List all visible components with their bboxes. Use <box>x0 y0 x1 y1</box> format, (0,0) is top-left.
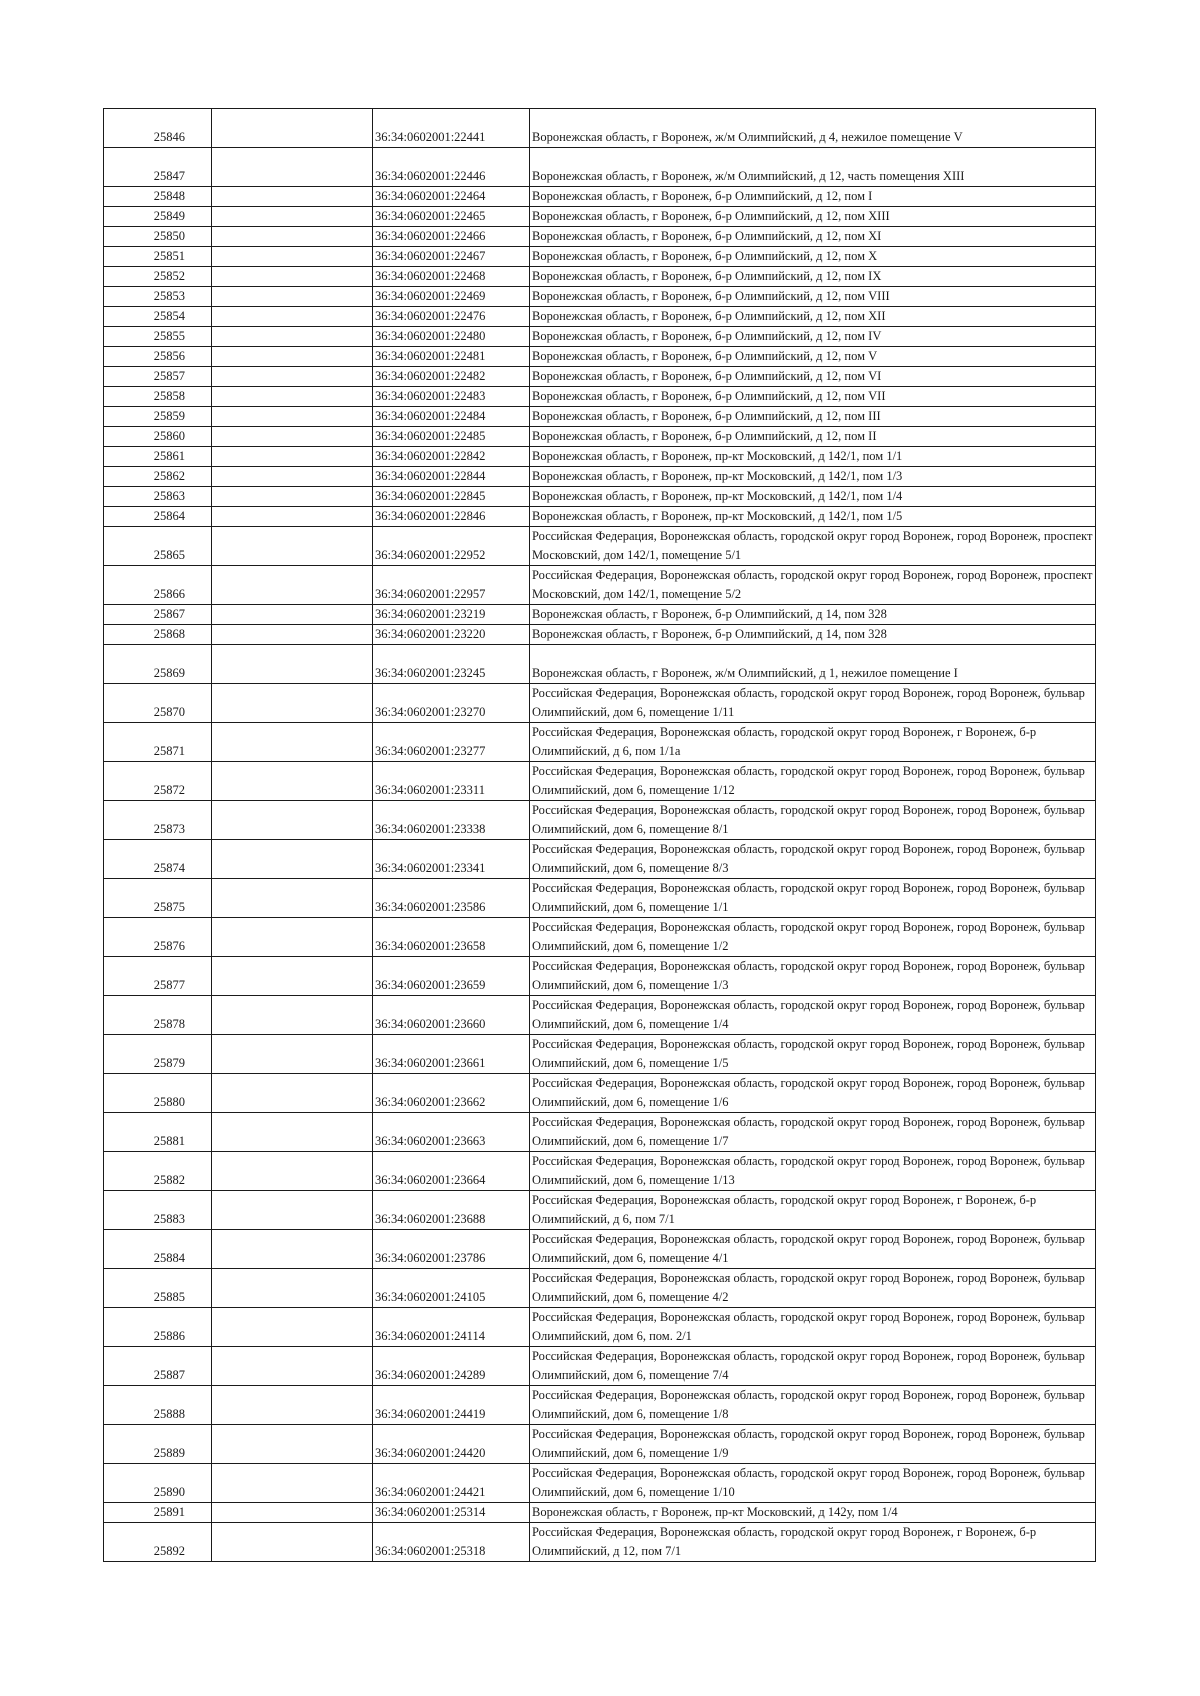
row-number-cell: 25890 <box>104 1464 212 1503</box>
address-cell: Российская Федерация, Воронежская область, городской округ город Воронеж, город Воронеж, бульвар Олимпийский, дом 6, помещение 1/2 <box>530 918 1096 957</box>
empty-cell <box>212 207 373 227</box>
row-number-cell: 25880 <box>104 1074 212 1113</box>
address-cell: Российская Федерация, Воронежская область, городской округ город Воронеж, г Воронеж, б-р Олимпийский, д 12, пом 7/1 <box>530 1523 1096 1562</box>
row-number-cell: 25877 <box>104 957 212 996</box>
cadastral-number-cell: 36:34:0602001:23660 <box>373 996 530 1035</box>
table-row <box>104 427 1096 447</box>
address-cell: Российская Федерация, Воронежская область, городской округ город Воронеж, город Воронеж, проспект Московский, дом 142/1, помещение 5/2 <box>530 566 1096 605</box>
cadastral-number-cell: 36:34:0602001:22481 <box>373 347 530 367</box>
row-number-cell: 25870 <box>104 684 212 723</box>
table-row <box>104 1035 1096 1074</box>
address-cell: Российская Федерация, Воронежская область, городской округ город Воронеж, город Воронеж, бульвар Олимпийский, дом 6, помещение 4/1 <box>530 1230 1096 1269</box>
table-row <box>104 1347 1096 1386</box>
table-row <box>104 1113 1096 1152</box>
empty-cell <box>212 1152 373 1191</box>
empty-cell <box>212 247 373 267</box>
cadastral-number-cell: 36:34:0602001:22952 <box>373 527 530 566</box>
address-cell: Российская Федерация, Воронежская область, городской округ город Воронеж, город Воронеж, бульвар Олимпийский, дом 6, помещение 1/7 <box>530 1113 1096 1152</box>
table-row <box>104 645 1096 684</box>
cadastral-number-cell: 36:34:0602001:24419 <box>373 1386 530 1425</box>
address-cell: Воронежская область, г Воронеж, б-р Олимпийский, д 12, пом VI <box>530 367 1096 387</box>
address-cell: Воронежская область, г Воронеж, пр-кт Московский, д 142/1, пом 1/1 <box>530 447 1096 467</box>
register-table-body <box>104 109 1096 1562</box>
row-number-cell: 25867 <box>104 605 212 625</box>
cadastral-number-cell: 36:34:0602001:22469 <box>373 287 530 307</box>
cadastral-number-cell: 36:34:0602001:22485 <box>373 427 530 447</box>
table-row <box>104 447 1096 467</box>
cadastral-number-cell: 36:34:0602001:25314 <box>373 1503 530 1523</box>
address-cell: Воронежская область, г Воронеж, пр-кт Московский, д 142/1, пом 1/4 <box>530 487 1096 507</box>
empty-cell <box>212 1113 373 1152</box>
empty-cell <box>212 307 373 327</box>
row-number-cell: 25862 <box>104 467 212 487</box>
table-row <box>104 527 1096 566</box>
cadastral-number-cell: 36:34:0602001:23311 <box>373 762 530 801</box>
table-row <box>104 625 1096 645</box>
table-row <box>104 957 1096 996</box>
table-row <box>104 840 1096 879</box>
row-number-cell: 25851 <box>104 247 212 267</box>
cadastral-number-cell: 36:34:0602001:22484 <box>373 407 530 427</box>
table-row <box>104 1191 1096 1230</box>
address-cell: Российская Федерация, Воронежская область, городской округ город Воронеж, город Воронеж, бульвар Олимпийский, дом 6, помещение 1/8 <box>530 1386 1096 1425</box>
cadastral-number-cell: 36:34:0602001:24420 <box>373 1425 530 1464</box>
table-row <box>104 247 1096 267</box>
cadastral-number-cell: 36:34:0602001:23245 <box>373 645 530 684</box>
table-row <box>104 684 1096 723</box>
cadastral-number-cell: 36:34:0602001:23341 <box>373 840 530 879</box>
cadastral-number-cell: 36:34:0602001:22842 <box>373 447 530 467</box>
row-number-cell: 25876 <box>104 918 212 957</box>
cadastral-number-cell: 36:34:0602001:23270 <box>373 684 530 723</box>
table-row <box>104 387 1096 407</box>
cadastral-number-cell: 36:34:0602001:22844 <box>373 467 530 487</box>
table-row <box>104 327 1096 347</box>
empty-cell <box>212 879 373 918</box>
address-cell: Воронежская область, г Воронеж, ж/м Олимпийский, д 4, нежилое помещение V <box>530 109 1096 148</box>
row-number-cell: 25857 <box>104 367 212 387</box>
cadastral-number-cell: 36:34:0602001:22957 <box>373 566 530 605</box>
cadastral-number-cell: 36:34:0602001:23220 <box>373 625 530 645</box>
table-row <box>104 307 1096 327</box>
cadastral-number-cell: 36:34:0602001:22476 <box>373 307 530 327</box>
row-number-cell: 25861 <box>104 447 212 467</box>
empty-cell <box>212 1464 373 1503</box>
cadastral-number-cell: 36:34:0602001:22468 <box>373 267 530 287</box>
table-row <box>104 879 1096 918</box>
address-cell: Воронежская область, г Воронеж, б-р Олимпийский, д 12, пом IV <box>530 327 1096 347</box>
empty-cell <box>212 1386 373 1425</box>
address-cell: Российская Федерация, Воронежская область, городской округ город Воронеж, город Воронеж, бульвар Олимпийский, дом 6, помещение 1/12 <box>530 762 1096 801</box>
address-cell: Российская Федерация, Воронежская область, городской округ город Воронеж, город Воронеж, бульвар Олимпийский, дом 6, помещение 1/13 <box>530 1152 1096 1191</box>
empty-cell <box>212 1347 373 1386</box>
row-number-cell: 25847 <box>104 148 212 187</box>
cadastral-number-cell: 36:34:0602001:23661 <box>373 1035 530 1074</box>
address-cell: Российская Федерация, Воронежская область, городской округ город Воронеж, город Воронеж, бульвар Олимпийский, дом 6, помещение 1/3 <box>530 957 1096 996</box>
address-cell: Российская Федерация, Воронежская область, городской округ город Воронеж, город Воронеж, бульвар Олимпийский, дом 6, помещение 8/3 <box>530 840 1096 879</box>
address-cell: Российская Федерация, Воронежская область, городской округ город Воронеж, город Воронеж, бульвар Олимпийский, дом 6, помещение 1/4 <box>530 996 1096 1035</box>
address-cell: Российская Федерация, Воронежская область, городской округ город Воронеж, город Воронеж, бульвар Олимпийский, дом 6, помещение 1/1 <box>530 879 1096 918</box>
cadastral-number-cell: 36:34:0602001:22482 <box>373 367 530 387</box>
empty-cell <box>212 1074 373 1113</box>
address-cell: Воронежская область, г Воронеж, б-р Олимпийский, д 14, пом 328 <box>530 625 1096 645</box>
empty-cell <box>212 407 373 427</box>
table-row <box>104 207 1096 227</box>
empty-cell <box>212 1503 373 1523</box>
row-number-cell: 25865 <box>104 527 212 566</box>
empty-cell <box>212 840 373 879</box>
row-number-cell: 25873 <box>104 801 212 840</box>
address-cell: Воронежская область, г Воронеж, б-р Олимпийский, д 12, пом XII <box>530 307 1096 327</box>
row-number-cell: 25868 <box>104 625 212 645</box>
table-row <box>104 996 1096 1035</box>
cadastral-number-cell: 36:34:0602001:22441 <box>373 109 530 148</box>
row-number-cell: 25874 <box>104 840 212 879</box>
row-number-cell: 25853 <box>104 287 212 307</box>
cadastral-number-cell: 36:34:0602001:22483 <box>373 387 530 407</box>
cadastral-number-cell: 36:34:0602001:24114 <box>373 1308 530 1347</box>
cadastral-number-cell: 36:34:0602001:23658 <box>373 918 530 957</box>
empty-cell <box>212 996 373 1035</box>
table-row <box>104 1230 1096 1269</box>
address-cell: Воронежская область, г Воронеж, б-р Олимпийский, д 12, пом VIII <box>530 287 1096 307</box>
empty-cell <box>212 684 373 723</box>
row-number-cell: 25854 <box>104 307 212 327</box>
row-number-cell: 25866 <box>104 566 212 605</box>
cadastral-number-cell: 36:34:0602001:22446 <box>373 148 530 187</box>
empty-cell <box>212 1035 373 1074</box>
row-number-cell: 25856 <box>104 347 212 367</box>
empty-cell <box>212 227 373 247</box>
cadastral-number-cell: 36:34:0602001:23277 <box>373 723 530 762</box>
row-number-cell: 25864 <box>104 507 212 527</box>
row-number-cell: 25888 <box>104 1386 212 1425</box>
address-cell: Российская Федерация, Воронежская область, городской округ город Воронеж, город Воронеж, бульвар Олимпийский, дом 6, помещение 1/9 <box>530 1425 1096 1464</box>
empty-cell <box>212 1269 373 1308</box>
empty-cell <box>212 287 373 307</box>
address-cell: Российская Федерация, Воронежская область, городской округ город Воронеж, город Воронеж, бульвар Олимпийский, дом 6, пом. 2/1 <box>530 1308 1096 1347</box>
cadastral-number-cell: 36:34:0602001:24421 <box>373 1464 530 1503</box>
row-number-cell: 25846 <box>104 109 212 148</box>
cadastral-number-cell: 36:34:0602001:22464 <box>373 187 530 207</box>
table-row <box>104 566 1096 605</box>
row-number-cell: 25882 <box>104 1152 212 1191</box>
address-cell: Российская Федерация, Воронежская область, городской округ город Воронеж, г Воронеж, б-р Олимпийский, д 6, пом 1/1а <box>530 723 1096 762</box>
address-cell: Воронежская область, г Воронеж, ж/м Олимпийский, д 1, нежилое помещение I <box>530 645 1096 684</box>
table-row <box>104 507 1096 527</box>
cadastral-number-cell: 36:34:0602001:24105 <box>373 1269 530 1308</box>
table-row <box>104 1523 1096 1562</box>
empty-cell <box>212 527 373 566</box>
address-cell: Российская Федерация, Воронежская область, городской округ город Воронеж, г Воронеж, б-р Олимпийский, д 6, пом 7/1 <box>530 1191 1096 1230</box>
row-number-cell: 25881 <box>104 1113 212 1152</box>
empty-cell <box>212 605 373 625</box>
cadastral-number-cell: 36:34:0602001:23663 <box>373 1113 530 1152</box>
cadastral-number-cell: 36:34:0602001:22845 <box>373 487 530 507</box>
table-row <box>104 1503 1096 1523</box>
empty-cell <box>212 187 373 207</box>
address-cell: Воронежская область, г Воронеж, пр-кт Московский, д 142/1, пом 1/5 <box>530 507 1096 527</box>
address-cell: Воронежская область, г Воронеж, б-р Олимпийский, д 12, пом I <box>530 187 1096 207</box>
cadastral-number-cell: 36:34:0602001:23662 <box>373 1074 530 1113</box>
empty-cell <box>212 467 373 487</box>
table-row <box>104 187 1096 207</box>
cadastral-number-cell: 36:34:0602001:25318 <box>373 1523 530 1562</box>
row-number-cell: 25850 <box>104 227 212 247</box>
address-cell: Воронежская область, г Воронеж, б-р Олимпийский, д 12, пом X <box>530 247 1096 267</box>
empty-cell <box>212 918 373 957</box>
table-row <box>104 347 1096 367</box>
row-number-cell: 25891 <box>104 1503 212 1523</box>
cadastral-number-cell: 36:34:0602001:23338 <box>373 801 530 840</box>
row-number-cell: 25872 <box>104 762 212 801</box>
table-row <box>104 267 1096 287</box>
empty-cell <box>212 148 373 187</box>
cadastral-number-cell: 36:34:0602001:22467 <box>373 247 530 267</box>
address-cell: Российская Федерация, Воронежская область, городской округ город Воронеж, город Воронеж, бульвар Олимпийский, дом 6, помещение 1/10 <box>530 1464 1096 1503</box>
row-number-cell: 25887 <box>104 1347 212 1386</box>
empty-cell <box>212 625 373 645</box>
empty-cell <box>212 566 373 605</box>
table-row <box>104 1386 1096 1425</box>
row-number-cell: 25875 <box>104 879 212 918</box>
address-cell: Российская Федерация, Воронежская область, городской округ город Воронеж, город Воронеж, бульвар Олимпийский, дом 6, помещение 8/1 <box>530 801 1096 840</box>
empty-cell <box>212 327 373 347</box>
address-cell: Воронежская область, г Воронеж, б-р Олимпийский, д 12, пом III <box>530 407 1096 427</box>
row-number-cell: 25892 <box>104 1523 212 1562</box>
cadastral-number-cell: 36:34:0602001:23586 <box>373 879 530 918</box>
address-cell: Воронежская область, г Воронеж, ж/м Олимпийский, д 12, часть помещения XIII <box>530 148 1096 187</box>
empty-cell <box>212 1523 373 1562</box>
cadastral-number-cell: 36:34:0602001:23659 <box>373 957 530 996</box>
cadastral-number-cell: 36:34:0602001:23688 <box>373 1191 530 1230</box>
table-row <box>104 487 1096 507</box>
table-row <box>104 1308 1096 1347</box>
empty-cell <box>212 801 373 840</box>
row-number-cell: 25884 <box>104 1230 212 1269</box>
row-number-cell: 25886 <box>104 1308 212 1347</box>
table-row <box>104 227 1096 247</box>
empty-cell <box>212 447 373 467</box>
row-number-cell: 25869 <box>104 645 212 684</box>
table-row <box>104 801 1096 840</box>
table-row <box>104 723 1096 762</box>
empty-cell <box>212 723 373 762</box>
cadastral-number-cell: 36:34:0602001:23664 <box>373 1152 530 1191</box>
empty-cell <box>212 1191 373 1230</box>
table-row <box>104 407 1096 427</box>
table-row <box>104 1074 1096 1113</box>
table-row <box>104 918 1096 957</box>
row-number-cell: 25878 <box>104 996 212 1035</box>
row-number-cell: 25848 <box>104 187 212 207</box>
row-number-cell: 25883 <box>104 1191 212 1230</box>
empty-cell <box>212 762 373 801</box>
row-number-cell: 25852 <box>104 267 212 287</box>
row-number-cell: 25871 <box>104 723 212 762</box>
table-row <box>104 605 1096 625</box>
empty-cell <box>212 367 373 387</box>
address-cell: Российская Федерация, Воронежская область, городской округ город Воронеж, город Воронеж, бульвар Олимпийский, дом 6, помещение 1/11 <box>530 684 1096 723</box>
empty-cell <box>212 1308 373 1347</box>
row-number-cell: 25863 <box>104 487 212 507</box>
row-number-cell: 25860 <box>104 427 212 447</box>
cadastral-number-cell: 36:34:0602001:22480 <box>373 327 530 347</box>
address-cell: Воронежская область, г Воронеж, б-р Олимпийский, д 12, пом V <box>530 347 1096 367</box>
address-cell: Воронежская область, г Воронеж, пр-кт Московский, д 142у, пом 1/4 <box>530 1503 1096 1523</box>
table-row <box>104 1152 1096 1191</box>
cadastral-number-cell: 36:34:0602001:23219 <box>373 605 530 625</box>
row-number-cell: 25858 <box>104 387 212 407</box>
row-number-cell: 25885 <box>104 1269 212 1308</box>
cadastral-number-cell: 36:34:0602001:22466 <box>373 227 530 247</box>
empty-cell <box>212 267 373 287</box>
table-row <box>104 1425 1096 1464</box>
table-row <box>104 287 1096 307</box>
row-number-cell: 25855 <box>104 327 212 347</box>
table-row <box>104 367 1096 387</box>
empty-cell <box>212 387 373 407</box>
empty-cell <box>212 507 373 527</box>
empty-cell <box>212 645 373 684</box>
address-cell: Воронежская область, г Воронеж, б-р Олимпийский, д 12, пом IX <box>530 267 1096 287</box>
table-row <box>104 1269 1096 1308</box>
empty-cell <box>212 957 373 996</box>
address-cell: Воронежская область, г Воронеж, б-р Олимпийский, д 12, пом XIII <box>530 207 1096 227</box>
cadastral-register-table <box>103 108 1096 1562</box>
cadastral-number-cell: 36:34:0602001:24289 <box>373 1347 530 1386</box>
cadastral-number-cell: 36:34:0602001:23786 <box>373 1230 530 1269</box>
table-row <box>104 1464 1096 1503</box>
address-cell: Российская Федерация, Воронежская область, городской округ город Воронеж, город Воронеж, бульвар Олимпийский, дом 6, помещение 1/6 <box>530 1074 1096 1113</box>
row-number-cell: 25879 <box>104 1035 212 1074</box>
row-number-cell: 25889 <box>104 1425 212 1464</box>
cadastral-number-cell: 36:34:0602001:22465 <box>373 207 530 227</box>
table-row <box>104 148 1096 187</box>
row-number-cell: 25859 <box>104 407 212 427</box>
address-cell: Воронежская область, г Воронеж, б-р Олимпийский, д 14, пом 328 <box>530 605 1096 625</box>
address-cell: Российская Федерация, Воронежская область, городской округ город Воронеж, город Воронеж, проспект Московский, дом 142/1, помещение 5/1 <box>530 527 1096 566</box>
empty-cell <box>212 1230 373 1269</box>
address-cell: Российская Федерация, Воронежская область, городской округ город Воронеж, город Воронеж, бульвар Олимпийский, дом 6, помещение 7/4 <box>530 1347 1096 1386</box>
table-row <box>104 762 1096 801</box>
row-number-cell: 25849 <box>104 207 212 227</box>
address-cell: Воронежская область, г Воронеж, б-р Олимпийский, д 12, пом VII <box>530 387 1096 407</box>
empty-cell <box>212 1425 373 1464</box>
address-cell: Воронежская область, г Воронеж, б-р Олимпийский, д 12, пом XI <box>530 227 1096 247</box>
empty-cell <box>212 347 373 367</box>
address-cell: Воронежская область, г Воронеж, пр-кт Московский, д 142/1, пом 1/3 <box>530 467 1096 487</box>
address-cell: Воронежская область, г Воронеж, б-р Олимпийский, д 12, пом II <box>530 427 1096 447</box>
address-cell: Российская Федерация, Воронежская область, городской округ город Воронеж, город Воронеж, бульвар Олимпийский, дом 6, помещение 4/2 <box>530 1269 1096 1308</box>
address-cell: Российская Федерация, Воронежская область, городской округ город Воронеж, город Воронеж, бульвар Олимпийский, дом 6, помещение 1/5 <box>530 1035 1096 1074</box>
table-row <box>104 109 1096 148</box>
table-row <box>104 467 1096 487</box>
empty-cell <box>212 487 373 507</box>
empty-cell <box>212 427 373 447</box>
empty-cell <box>212 109 373 148</box>
cadastral-number-cell: 36:34:0602001:22846 <box>373 507 530 527</box>
